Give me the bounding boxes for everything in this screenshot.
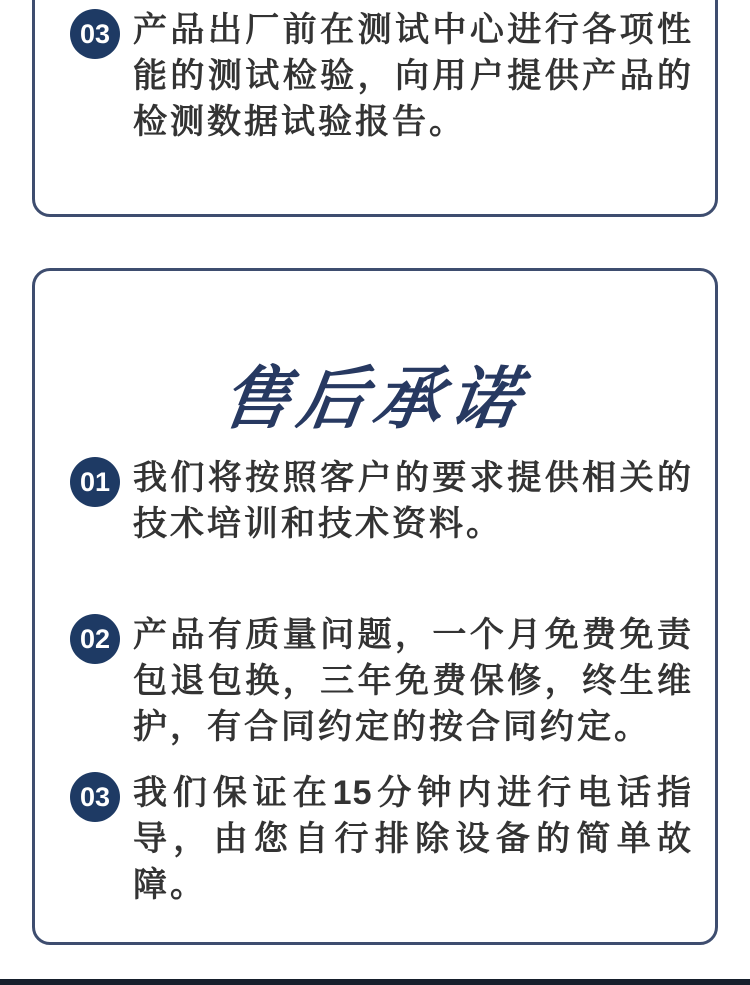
item-text-line: 包退包换，三年免费保修，终生维	[133, 662, 692, 700]
item-text-line: 障。	[133, 866, 207, 904]
item-text-line: 检测数据试验报告。	[133, 103, 466, 141]
item-text-line: 能的测试检验，向用户提供产品的	[133, 57, 692, 95]
promise-item-2-text	[133, 612, 692, 750]
testing-item-text	[133, 7, 692, 145]
item-text-line: 技术培训和技术资料。	[133, 505, 503, 543]
after-sales-promise-card	[32, 268, 718, 945]
item-text-line: 我们保证在15分钟内进行电话指	[133, 774, 692, 812]
testing-promise-card	[32, 0, 718, 217]
next-section-edge	[0, 979, 750, 985]
item-text-line: 产品出厂前在测试中心进行各项性	[133, 11, 692, 49]
item-text-line: 护，有合同约定的按合同约定。	[133, 708, 651, 746]
item-text-line: 产品有质量问题，一个月免费免责	[133, 616, 692, 654]
item-text-line: 导，由您自行排除设备的简单故	[133, 820, 692, 858]
promise-item-3-text	[133, 770, 692, 908]
after-sales-title: 售后承诺	[216, 361, 532, 437]
item-number-badge: 03	[70, 772, 120, 822]
promise-item-1	[70, 455, 692, 547]
item-number-badge: 03	[70, 9, 120, 59]
item-number-badge: 02	[70, 614, 120, 664]
promise-item-3	[70, 770, 692, 908]
item-number-badge: 01	[70, 457, 120, 507]
item-text-line: 我们将按照客户的要求提供相关的	[133, 459, 692, 497]
promise-item-2	[70, 612, 692, 750]
testing-item	[70, 7, 692, 145]
promise-item-1-text	[133, 455, 692, 547]
